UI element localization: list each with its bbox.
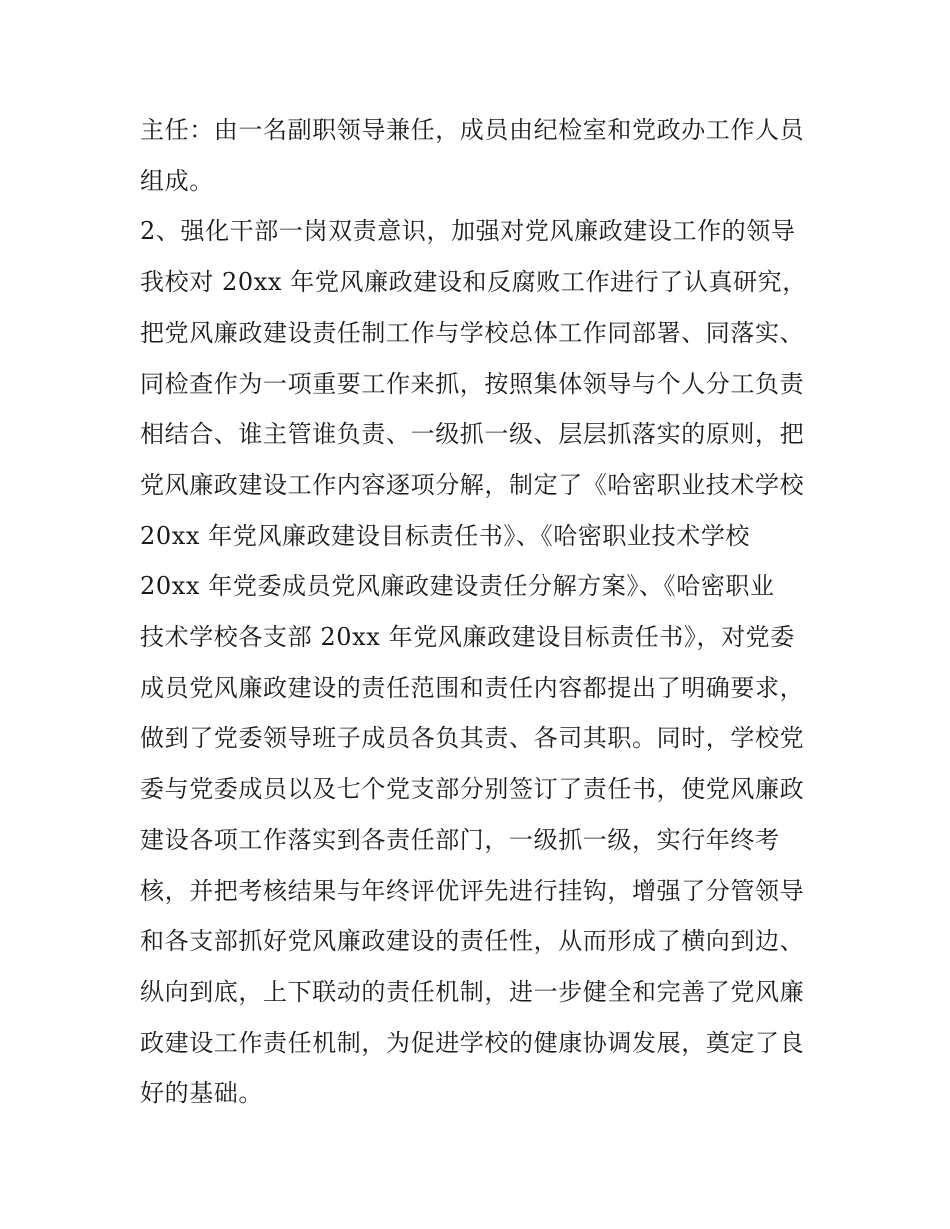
- text-line: 纵向到底，上下联动的责任机制，进一步健全和完善了党风廉: [140, 978, 805, 1006]
- text-line: 党风廉政建设工作内容逐项分解，制定了《哈密职业技术学校: [140, 471, 805, 499]
- text-line: 核，并把考核结果与年终评优评先进行挂钩，增强了分管领导: [140, 877, 805, 905]
- text-line: 主任：由一名副职领导兼任，成员由纪检室和党政办工作人员: [140, 116, 805, 144]
- text-line: 我校对 20xx 年党风廉政建设和反腐败工作进行了认真研究，: [140, 268, 807, 296]
- text-line: 技术学校各支部 20xx 年党风廉政建设目标责任书》，对党委: [140, 623, 795, 651]
- text-line: 同检查作为一项重要工作来抓，按照集体领导与个人分工负责: [140, 370, 805, 398]
- text-line: 把党风廉政建设责任制工作与学校总体工作同部署、同落实、: [140, 319, 805, 347]
- text-line: 建设各项工作落实到各责任部门，一级抓一级，实行年终考: [140, 826, 780, 854]
- text-line: 好的基础。: [140, 1079, 263, 1107]
- text-line: 做到了党委领导班子成员各负其责、各司其职。同时，学校党: [140, 724, 805, 752]
- text-line: 20xx 年党风廉政建设目标责任书》、《哈密职业技术学校: [140, 522, 751, 550]
- section-heading: 2、强化干部一岗双责意识，加强对党风廉政建设工作的领导: [140, 217, 796, 245]
- text-line: 组成。: [140, 167, 214, 195]
- text-line: 相结合、谁主管谁负责、一级抓一级、层层抓落实的原则，把: [140, 420, 805, 448]
- text-line: 委与党委成员以及七个党支部分别签订了责任书，使党风廉政: [140, 775, 805, 803]
- text-line: 政建设工作责任机制，为促进学校的健康协调发展，奠定了良: [140, 1029, 805, 1057]
- text-line: 和各支部抓好党风廉政建设的责任性，从而形成了横向到边、: [140, 927, 805, 955]
- text-line: 20xx 年党委成员党风廉政建设责任分解方案》、《哈密职业: [140, 572, 775, 600]
- text-line: 成员党风廉政建设的责任范围和责任内容都提出了明确要求，: [140, 674, 805, 702]
